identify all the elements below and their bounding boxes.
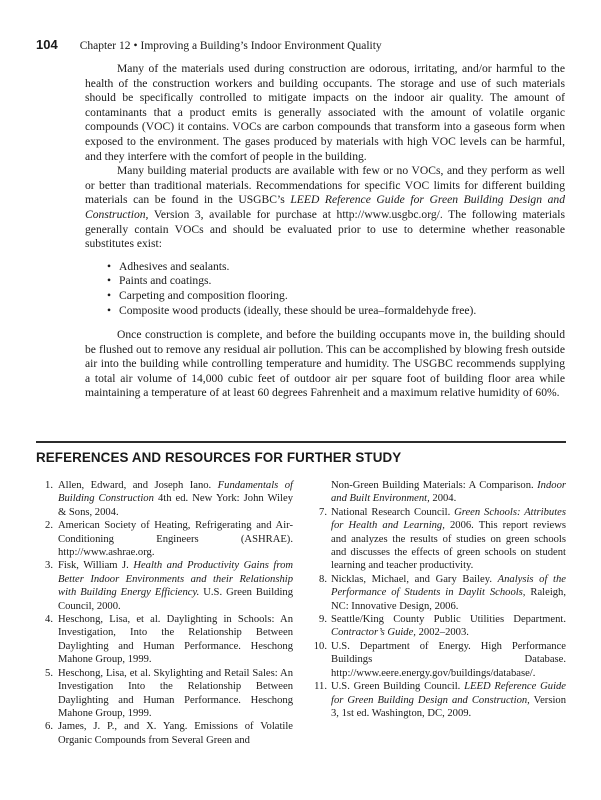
reference-item: [36, 613, 293, 667]
reference-text: U.S. Department of Energy. High Performance Buildings Database. http://www.eere.energy.gov/buildings/database/.: [331, 640, 566, 679]
list-item: • Composite wood products (ideally, these should be urea–formaldehyde free).: [107, 304, 565, 319]
paragraph-1: Many of the materials used during construction are odorous, irritating, and/or harmful to the health of the construction workers and building occupants. The storage and use of such materials should be specifically controlled to mitigate impacts on the indoor air quality. The amount of contaminants that a product emits is generally associated with the amount of volatile organic compounds (VOC) it contains. VOCs are carbon compounds that transform into a gaseous form when exposed to the environment. The gases produced by materials with high VOC levels can be harmful, and they interfere with the comfort of people in the building.: [85, 62, 565, 163]
reference-item: [36, 720, 293, 747]
chapter-title: Improving a Building’s Indoor Environment Quality: [140, 40, 382, 52]
reference-title: Analysis of the Performance of Students in Daylit Schools,: [331, 573, 566, 599]
page-header: [36, 37, 566, 52]
section-divider: [36, 441, 566, 443]
reference-text: 2004.: [429, 493, 457, 505]
reference-item: [36, 479, 293, 519]
reference-text: Version 3, 1st ed. Washington, DC, 2009.: [331, 694, 566, 719]
reference-number: 6.: [45, 721, 53, 733]
reference-text: National Research Council.: [331, 506, 455, 518]
reference-item: [309, 613, 566, 640]
reference-number: 11.: [314, 681, 327, 693]
list-item: • Carpeting and composition flooring.: [107, 289, 565, 304]
reference-title: LEED Reference Guide for Green Building Design and Construction,: [331, 681, 567, 706]
reference-number: 5.: [45, 667, 53, 679]
separator-dot: •: [133, 40, 138, 52]
reference-number: 2.: [45, 520, 53, 532]
reference-text: American Society of Heating, Refrigerating and Air-Conditioning Engineers (ASHRAE). http://www.ashrae.org.: [58, 520, 293, 559]
list-item: • Adhesives and sealants.: [107, 260, 565, 275]
reference-text: 4th ed. New York: John Wiley & Sons, 2004.: [58, 493, 294, 518]
reference-text: U.S. Green Building Council, 2000.: [58, 587, 294, 612]
reference-number: 10.: [313, 640, 327, 652]
reference-text: U.S. Green Building Council.: [331, 681, 465, 693]
reference-text: Non-Green Building Materials: A Comparison.: [331, 480, 538, 491]
paragraph-2: [85, 164, 565, 252]
reference-title: Contractor’s Guide,: [331, 627, 416, 639]
reference-text: Allen, Edward, and Joseph Iano.: [58, 480, 218, 491]
reference-text: Heschong, Lisa, et al. Skylighting and Retail Sales: An Investigation Into the Relationship Between Daylighting and Human Performance. Heschong Mahone Group, 1999.: [58, 667, 293, 719]
reference-title: Indoor and Built Environment,: [331, 480, 566, 505]
reference-number: 9.: [319, 614, 327, 626]
reference-text: Raleigh, NC: Innovative Design, 2006.: [331, 587, 567, 612]
reference-item: [36, 667, 293, 721]
reference-item: [36, 519, 293, 559]
reference-item-continued: [309, 479, 566, 506]
reference-number: 3.: [45, 560, 53, 572]
reference-item: [309, 680, 566, 720]
reference-text: 2002–2003.: [415, 627, 469, 639]
reference-text: Fisk, William J.: [58, 560, 134, 572]
references-list-right: [309, 479, 566, 720]
voc-materials-list: [85, 260, 565, 318]
reference-item: [36, 559, 293, 613]
paragraph-2-text-a: Many building material products are available with few or no VOCs, and they perform as well or better than traditional materials. Recommendations for specific VOC limits for different building materials can be found in the USGBC’s: [85, 164, 565, 207]
reference-item: [309, 573, 566, 613]
page-number: 104: [36, 37, 58, 52]
paragraph-3: Once construction is complete, and before the building occupants move in, the building should be flushed out to remove any residual air pollution. This can be accomplished by blowing fresh outside air into the building while controlling temperature and humidity. The USGBC recommends supplying a total air volume of 14,000 cubic feet of outdoor air per square foot of building floor area while maintaining a temperature of at least 60 degrees Fahrenheit and a maximum relative humidity of 60%.: [85, 328, 565, 400]
running-head: [80, 40, 382, 52]
reference-text: Nicklas, Michael, and Gary Bailey.: [331, 573, 498, 585]
body-text: [85, 62, 565, 401]
reference-title: Fundamentals of Building Construction: [58, 480, 293, 505]
reference-text: James, J. P., and X. Yang. Emissions of Volatile Organic Compounds from Several Green and: [58, 721, 293, 746]
paragraph-2-italic: LEED Reference Guide for Green Building Design and Construction,: [85, 193, 566, 221]
reference-item: [309, 506, 566, 573]
reference-text: 2006. This report reviews and analyzes the results of studies on green schools and discusses the effects of green schools on student learning and teacher productivity.: [331, 520, 567, 572]
reference-text: Heschong, Lisa, et al. Daylighting in Schools: An Investigation, Into the Relationship Between Daylighting and Human Performance. Heschong Mahone Group, 1999.: [58, 614, 293, 666]
references-heading: REFERENCES AND RESOURCES FOR FURTHER STUDY: [36, 450, 402, 465]
reference-title: Health and Productivity Gains from Better Indoor Environments and their Relationship with Building Energy Efficiency.: [58, 560, 294, 599]
list-item: • Paints and coatings.: [107, 274, 565, 289]
reference-number: 8.: [319, 573, 327, 585]
reference-text: Seattle/King County Public Utilities Department.: [331, 614, 566, 626]
reference-item: [309, 640, 566, 680]
reference-number: 4.: [45, 614, 53, 626]
reference-title: Green Schools: Attributes for Health and Learning,: [331, 506, 566, 532]
reference-number: 7.: [319, 506, 327, 518]
paragraph-2-text-b: Version 3, available for purchase at http://www.usgbc.org/. The following materials generally contain VOCs and should be evaluated prior to use to determine whether reasonable substitutes exist:: [85, 207, 565, 251]
reference-number: 1.: [45, 480, 53, 491]
chapter-label: Chapter 12: [79, 40, 131, 52]
references-list-left: [36, 479, 293, 747]
